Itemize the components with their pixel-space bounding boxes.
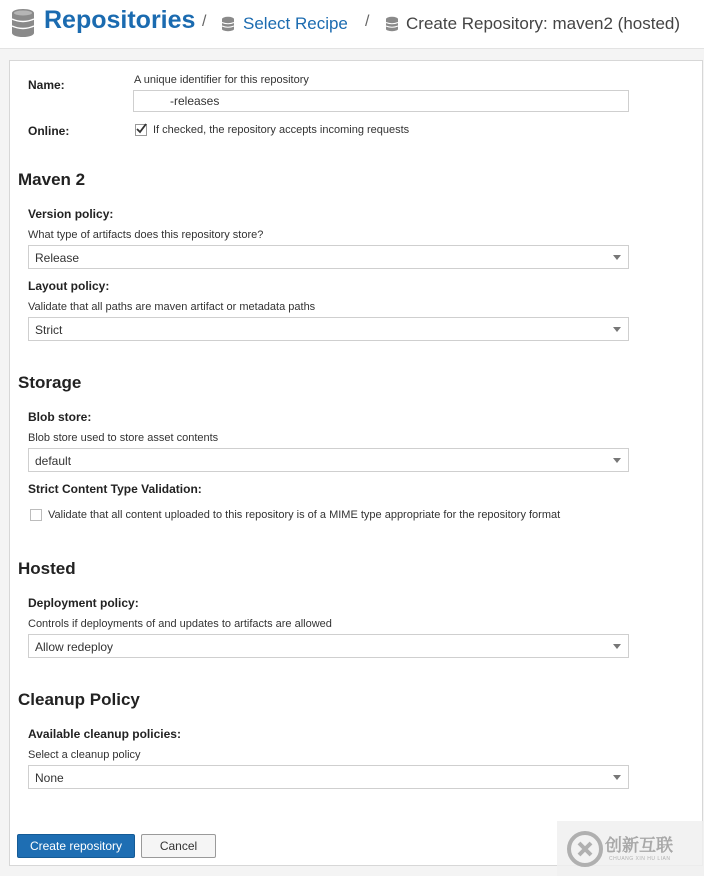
cleanup-policy-select[interactable] [28,765,629,789]
blob-store-select[interactable] [28,448,629,472]
blob-store-label: Blob store: [28,410,92,424]
watermark-logo [557,821,704,876]
watermark-subtext: CHUANG XIN HU LIAN [609,856,671,862]
deployment-policy-select[interactable] [28,634,629,658]
breadcrumb-separator: / [202,13,207,30]
database-icon [385,16,399,32]
database-icon [10,8,36,38]
page-header [0,0,704,49]
online-help: If checked, the repository accepts incoming requests [153,124,410,136]
deployment-policy-help: Controls if deployments of and updates to artifacts are allowed [28,618,332,630]
layout-policy-help: Validate that all paths are maven artifact or metadata paths [28,301,316,313]
version-policy-help: What type of artifacts does this repository store? [28,229,264,241]
cancel-button[interactable]: Cancel [141,834,216,858]
watermark-text: 创新互联 [605,836,673,855]
section-maven2: Maven 2 [18,170,86,189]
logo-icon [565,829,605,869]
section-storage: Storage [18,373,82,392]
cleanup-policies-help: Select a cleanup policy [28,749,141,761]
deployment-policy-label: Deployment policy: [28,596,139,610]
strict-content-checkbox[interactable] [30,509,42,521]
chevron-down-icon[interactable] [613,327,621,332]
database-icon [221,16,235,32]
layout-policy-label: Layout policy: [28,279,110,293]
create-repository-button[interactable]: Create repository [17,834,135,858]
deployment-policy-value: Allow redeploy [35,640,114,654]
layout-policy-value: Strict [35,323,63,337]
section-hosted: Hosted [18,559,76,578]
chevron-down-icon[interactable] [613,458,621,463]
page-title[interactable]: Repositories [44,6,196,34]
version-policy-value: Release [35,251,80,265]
breadcrumb-select-recipe[interactable]: Select Recipe [243,14,348,33]
version-policy-select[interactable] [28,245,629,269]
name-help: A unique identifier for this repository [134,74,309,86]
name-input[interactable]: -releases [133,90,629,112]
chevron-down-icon[interactable] [613,644,621,649]
section-cleanup-policy: Cleanup Policy [18,690,140,709]
cleanup-policy-value: None [35,771,64,785]
blob-store-value: default [35,454,72,468]
breadcrumb-current: Create Repository: maven2 (hosted) [406,14,681,33]
name-label: Name: [28,78,65,92]
layout-policy-select[interactable] [28,317,629,341]
strict-content-label: Strict Content Type Validation: [28,482,202,496]
strict-content-help: Validate that all content uploaded to this repository is of a MIME type appropriate for the repository format [48,509,561,521]
online-label: Online: [28,124,70,138]
checkmark-icon [135,123,147,135]
chevron-down-icon[interactable] [613,255,621,260]
blob-store-help: Blob store used to store asset contents [28,432,219,444]
chevron-down-icon[interactable] [613,775,621,780]
cleanup-policies-label: Available cleanup policies: [28,727,181,741]
version-policy-label: Version policy: [28,207,114,221]
breadcrumb-separator: / [365,13,370,30]
online-checkbox[interactable] [135,124,147,136]
create-repository-form [9,60,703,866]
